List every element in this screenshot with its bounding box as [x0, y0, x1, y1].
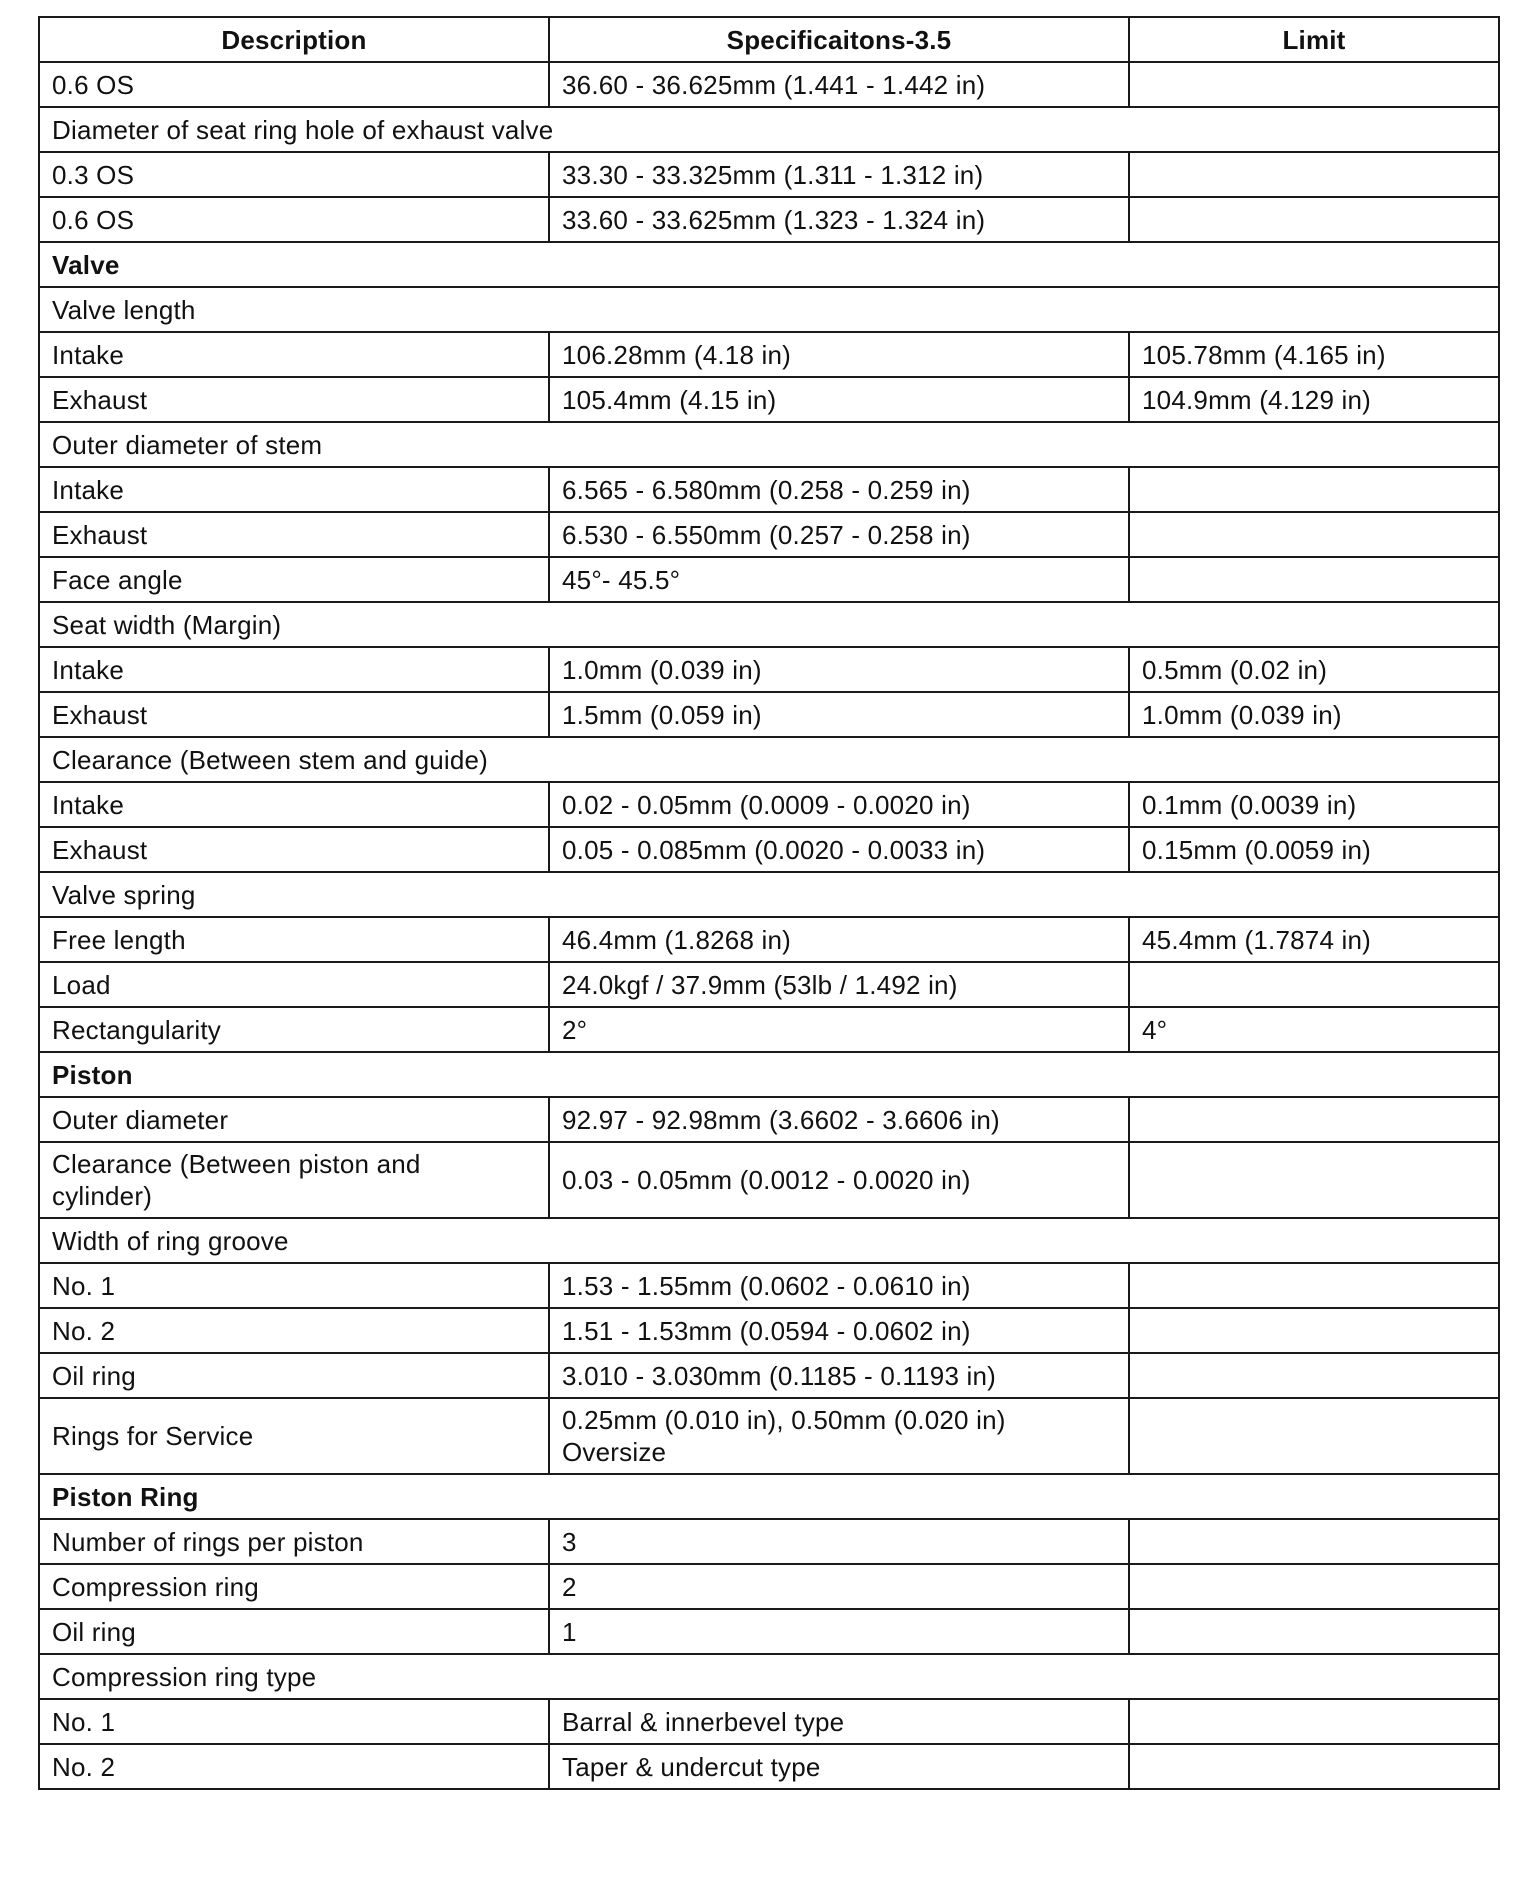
limit-cell — [1129, 197, 1499, 242]
group-label: Outer diameter of stem — [39, 422, 1499, 467]
description-cell: Exhaust — [39, 377, 549, 422]
specification-cell: 1.53 - 1.55mm (0.0602 - 0.0610 in) — [549, 1263, 1129, 1308]
group-row — [39, 287, 1499, 332]
section-title: Valve — [39, 242, 1499, 287]
group-label: Seat width (Margin) — [39, 602, 1499, 647]
table-row — [39, 1609, 1499, 1654]
spec-table — [38, 16, 1500, 1790]
limit-cell — [1129, 152, 1499, 197]
description-cell: Intake — [39, 647, 549, 692]
limit-cell — [1129, 1398, 1499, 1474]
specification-cell: 46.4mm (1.8268 in) — [549, 917, 1129, 962]
table-row — [39, 917, 1499, 962]
specification-cell: 1 — [549, 1609, 1129, 1654]
group-row — [39, 107, 1499, 152]
specification-cell: 45°- 45.5° — [549, 557, 1129, 602]
limit-cell: 0.15mm (0.0059 in) — [1129, 827, 1499, 872]
description-cell: Rectangularity — [39, 1007, 549, 1052]
limit-cell: 4° — [1129, 1007, 1499, 1052]
description-cell: Exhaust — [39, 692, 549, 737]
group-label: Clearance (Between stem and guide) — [39, 737, 1499, 782]
description-cell: No. 2 — [39, 1308, 549, 1353]
group-row — [39, 872, 1499, 917]
table-row — [39, 1097, 1499, 1142]
limit-cell — [1129, 1699, 1499, 1744]
description-cell: Free length — [39, 917, 549, 962]
specification-cell: 92.97 - 92.98mm (3.6602 - 3.6606 in) — [549, 1097, 1129, 1142]
specification-line: 0.25mm (0.010 in), 0.50mm (0.020 in) — [562, 1405, 1006, 1435]
section-title: Piston Ring — [39, 1474, 1499, 1519]
description-cell: Exhaust — [39, 512, 549, 557]
description-cell: Oil ring — [39, 1353, 549, 1398]
group-label: Width of ring groove — [39, 1218, 1499, 1263]
specification-cell: 6.530 - 6.550mm (0.257 - 0.258 in) — [549, 512, 1129, 557]
description-cell: 0.3 OS — [39, 152, 549, 197]
description-cell: Load — [39, 962, 549, 1007]
specification-cell: 106.28mm (4.18 in) — [549, 332, 1129, 377]
limit-cell: 0.1mm (0.0039 in) — [1129, 782, 1499, 827]
specification-line: Oversize — [562, 1437, 667, 1467]
specification-cell: 1.5mm (0.059 in) — [549, 692, 1129, 737]
specification-cell — [549, 1398, 1129, 1474]
specification-line: 0.03 - 0.05mm (0.0012 - 0.0020 in) — [562, 1165, 971, 1195]
description-line: cylinder) — [52, 1181, 153, 1211]
limit-cell — [1129, 62, 1499, 107]
table-row — [39, 1007, 1499, 1052]
table-row — [39, 647, 1499, 692]
table-row — [39, 1398, 1499, 1474]
description-cell: No. 2 — [39, 1744, 549, 1789]
limit-cell — [1129, 1519, 1499, 1564]
specification-cell: 3 — [549, 1519, 1129, 1564]
limit-cell — [1129, 1564, 1499, 1609]
table-row — [39, 1699, 1499, 1744]
limit-cell — [1129, 512, 1499, 557]
description-cell: Intake — [39, 782, 549, 827]
table-row — [39, 377, 1499, 422]
description-cell: Compression ring — [39, 1564, 549, 1609]
specification-cell: 33.30 - 33.325mm (1.311 - 1.312 in) — [549, 152, 1129, 197]
group-row — [39, 1218, 1499, 1263]
limit-cell — [1129, 962, 1499, 1007]
limit-cell: 104.9mm (4.129 in) — [1129, 377, 1499, 422]
specification-cell: 1.0mm (0.039 in) — [549, 647, 1129, 692]
limit-cell — [1129, 1097, 1499, 1142]
table-row — [39, 962, 1499, 1007]
limit-cell: 0.5mm (0.02 in) — [1129, 647, 1499, 692]
group-label: Valve spring — [39, 872, 1499, 917]
limit-cell: 45.4mm (1.7874 in) — [1129, 917, 1499, 962]
header-description: Description — [39, 17, 549, 62]
table-row — [39, 1308, 1499, 1353]
limit-cell — [1129, 1263, 1499, 1308]
table-row — [39, 152, 1499, 197]
specification-cell: 6.565 - 6.580mm (0.258 - 0.259 in) — [549, 467, 1129, 512]
table-row — [39, 1744, 1499, 1789]
specification-cell: 2° — [549, 1007, 1129, 1052]
group-row — [39, 422, 1499, 467]
header-row — [39, 17, 1499, 62]
table-row — [39, 1353, 1499, 1398]
table-row — [39, 62, 1499, 107]
section-row — [39, 1052, 1499, 1097]
table-row — [39, 782, 1499, 827]
limit-cell — [1129, 557, 1499, 602]
description-cell: Oil ring — [39, 1609, 549, 1654]
description-cell — [39, 1142, 549, 1218]
description-cell: No. 1 — [39, 1263, 549, 1308]
specification-cell: 24.0kgf / 37.9mm (53lb / 1.492 in) — [549, 962, 1129, 1007]
limit-cell — [1129, 1142, 1499, 1218]
description-cell: Intake — [39, 467, 549, 512]
group-label: Diameter of seat ring hole of exhaust valve — [39, 107, 1499, 152]
description-cell: 0.6 OS — [39, 62, 549, 107]
section-title: Piston — [39, 1052, 1499, 1097]
group-label: Compression ring type — [39, 1654, 1499, 1699]
table-body — [39, 62, 1499, 1789]
specification-cell: 3.010 - 3.030mm (0.1185 - 0.1193 in) — [549, 1353, 1129, 1398]
limit-cell: 105.78mm (4.165 in) — [1129, 332, 1499, 377]
header-specifications: Specificaitons-3.5 — [549, 17, 1129, 62]
table-row — [39, 557, 1499, 602]
table-row — [39, 1564, 1499, 1609]
description-line: Rings for Service — [52, 1421, 254, 1451]
table-row — [39, 467, 1499, 512]
specification-cell: 0.05 - 0.085mm (0.0020 - 0.0033 in) — [549, 827, 1129, 872]
description-cell: Intake — [39, 332, 549, 377]
description-cell: Face angle — [39, 557, 549, 602]
table-row — [39, 512, 1499, 557]
table-row — [39, 692, 1499, 737]
limit-cell — [1129, 1353, 1499, 1398]
group-row — [39, 1654, 1499, 1699]
specification-cell: 105.4mm (4.15 in) — [549, 377, 1129, 422]
section-row — [39, 1474, 1499, 1519]
table-row — [39, 1519, 1499, 1564]
description-cell: 0.6 OS — [39, 197, 549, 242]
limit-cell — [1129, 467, 1499, 512]
description-cell: No. 1 — [39, 1699, 549, 1744]
description-cell: Number of rings per piston — [39, 1519, 549, 1564]
table-row — [39, 1142, 1499, 1218]
table-row — [39, 1263, 1499, 1308]
limit-cell — [1129, 1609, 1499, 1654]
description-line: Clearance (Between piston and — [52, 1149, 421, 1179]
header-limit: Limit — [1129, 17, 1499, 62]
description-cell: Outer diameter — [39, 1097, 549, 1142]
specification-cell: 2 — [549, 1564, 1129, 1609]
table-row — [39, 197, 1499, 242]
table-row — [39, 332, 1499, 377]
limit-cell: 1.0mm (0.039 in) — [1129, 692, 1499, 737]
description-cell — [39, 1398, 549, 1474]
group-label: Valve length — [39, 287, 1499, 332]
group-row — [39, 737, 1499, 782]
specification-cell — [549, 1142, 1129, 1218]
limit-cell — [1129, 1744, 1499, 1789]
table-header — [39, 17, 1499, 62]
specification-cell: 33.60 - 33.625mm (1.323 - 1.324 in) — [549, 197, 1129, 242]
specification-cell: Barral & innerbevel type — [549, 1699, 1129, 1744]
specification-cell: Taper & undercut type — [549, 1744, 1129, 1789]
description-cell: Exhaust — [39, 827, 549, 872]
limit-cell — [1129, 1308, 1499, 1353]
specification-cell: 1.51 - 1.53mm (0.0594 - 0.0602 in) — [549, 1308, 1129, 1353]
specification-cell: 0.02 - 0.05mm (0.0009 - 0.0020 in) — [549, 782, 1129, 827]
table-row — [39, 827, 1499, 872]
section-row — [39, 242, 1499, 287]
group-row — [39, 602, 1499, 647]
specification-cell: 36.60 - 36.625mm (1.441 - 1.442 in) — [549, 62, 1129, 107]
